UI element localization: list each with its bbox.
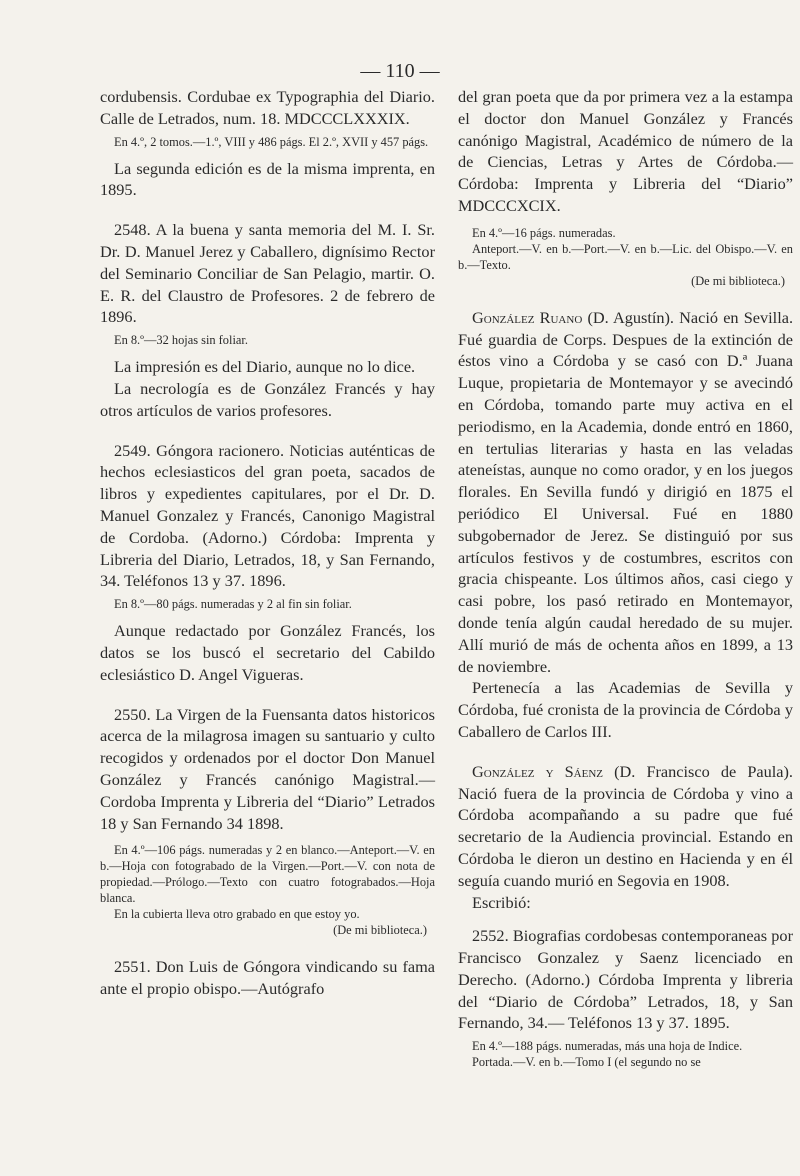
continuation-paragraph: del gran poeta que da por primera vez a la estampa el doctor don Manuel González y Francés canónigo Magistral, Académico de número de la de Ciencias, Letras y Artes de Córdoba.—Córdoba: Imprenta y Libreria del “Diario” MDCCCXCIX. xyxy=(458,87,793,215)
entry-2551 xyxy=(100,956,435,1000)
author-bio: (D. Francisco de Paula). Nació fuera de la provincia de Córdoba y vino a Córdoba acompañando a su padre que fué secretario de la Audiencia provincial. Estando en Córdoba le dieron un destino en Hacienda y en él seguía cuando murió en Segovia en 1908. xyxy=(458,761,793,890)
author-bio: (D. Agustín). Nació en Sevilla. Fué guardia de Corps. Despues de la extinción de éstos vino a Córdoba y se casó con D.ª Juana Luque, propietaria de Montemayor y se avecindó en Córdoba, tomando parte muy activa en el periodismo, en la Academia, donde entró en 1860, en tertulias literarias y hasta en las veladas ateneístas, aunque no como orador, y en los juegos florales. En Sevilla fundó y dirigió en 1875 el periódico El Universal. Fué en 1880 subgobernador de Jerez. Se distinguió por sus artículos festivos y de costumbres, escritos con gracia chispeante. Los últimos años, casi ciego y casi pobre, los pasó retirado en Montemayor, donde tenía algún caudal heredado de su mujer. Allí murió de más de ochenta años en 1899, a 13 de noviembre. xyxy=(458,307,794,676)
bibliographic-note: En 4.º—188 págs. numeradas, más una hoja de Indice. xyxy=(472,1039,743,1054)
bibliographic-note: En 8.º—80 págs. numeradas y 2 al fin sin foliar. xyxy=(114,597,352,612)
entry-2552 xyxy=(458,925,793,1034)
entry-2550 xyxy=(100,704,435,835)
entry-text: Don Luis de Góngora vindicando su fama ante el propio obispo.—Autógrafo xyxy=(100,957,435,999)
author-name: González Ruano xyxy=(472,307,583,327)
paragraph: La impresión es del Diario, aunque no lo dice. xyxy=(114,357,416,377)
source-note: (De mi biblioteca.) xyxy=(333,923,427,938)
right-column xyxy=(458,86,793,1070)
paragraph: La necrología es de González Francés y hay otros artículos de varios profesores. xyxy=(100,378,435,420)
entry-text: A la buena y santa memoria del M. I. Sr. Dr. D. Manuel Jerez y Caballero, dignísimo Rector del Seminario Conciliar de San Pelagio, martir. O. E. R. del Claustro de Profesores. 2 de febrero de 1896. xyxy=(100,220,436,327)
entry-number: 2550. xyxy=(114,704,151,724)
author-entry-gonzalez-ruano xyxy=(458,307,793,678)
entry-number: 2548. xyxy=(114,220,151,240)
author-entry-gonzalez-saenz xyxy=(458,761,793,892)
entry-text: La Virgen de la Fuensanta datos historicos acerca de la milagrosa imagen su santuario y culto recogidos y ordenados por el doctor Don Manuel González y Francés canónigo Magistral.—Cordoba Imprenta y Libreria del “Diario” Letrados 18 y San Fernando 34 1898. xyxy=(100,704,435,833)
entry-number: 2549. xyxy=(114,440,151,460)
paragraph: La segunda edición es de la misma imprenta, en 1895. xyxy=(100,158,435,200)
source-note: (De mi biblioteca.) xyxy=(691,273,785,288)
author-name: González y Sáenz xyxy=(472,761,603,781)
paragraph: Aunque redactado por González Francés, los datos se los buscó el secretario del Cabildo eclesiástico D. Angel Vigueras. xyxy=(100,621,435,684)
paragraph: Escribió: xyxy=(472,892,531,912)
bibliographic-note: En 4.º—106 págs. numeradas y 2 en blanco.—Anteport.—V. en b.—Hoja con fotograbado de la Virgen.—Port.—V. con nota de propiedad.—Prólogo.—Texto con cuatro fotograbados.—Hoja blanca. xyxy=(100,843,435,906)
entry-2549 xyxy=(100,440,435,593)
bibliographic-note: Anteport.—V. en b.—Port.—V. en b.—Lic. del Obispo.—V. en b.—Texto. xyxy=(458,241,793,272)
bibliographic-note: En 4.º—16 págs. numeradas. xyxy=(472,225,616,240)
bibliographic-note: En 4.º, 2 tomos.—1.º, VIII y 486 págs. El 2.º, XVII y 457 págs. xyxy=(114,134,429,149)
bibliographic-note: En 8.º—32 hojas sin foliar. xyxy=(114,333,248,348)
left-column xyxy=(100,86,435,1000)
entry-2548 xyxy=(100,219,435,328)
entry-number: 2551. xyxy=(114,957,151,977)
continuation-paragraph: cordubensis. Cordubae ex Typographia del Diario. Calle de Letrados, num. 18. MDCCCLXXXIX. xyxy=(100,87,435,128)
bibliographic-note: Portada.—V. en b.—Tomo I (el segundo no se xyxy=(472,1055,701,1070)
paragraph: Pertenecía a las Academias de Sevilla y Córdoba, fué cronista de la provincia de Córdoba y Caballero de Carlos III. xyxy=(458,678,793,741)
bibliographic-note: En la cubierta lleva otro grabado en que estoy yo. xyxy=(114,907,360,922)
entry-number: 2552. xyxy=(472,926,509,946)
entry-text: Biografias cordobesas contemporaneas por Francisco Gonzalez y Saenz licenciado en Derecho. (Adorno.) Córdoba Imprenta y libreria del “Diario de Córdoba” Letrados, 18, y San Fernando, 34.— Teléfonos 13 y 37. 1895. xyxy=(458,926,793,1033)
entry-text: Góngora racionero. Noticias auténticas de hechos eclesiasticos del gran poeta, sacados de libros y expedientes capitulares, por el Dr. D. Manuel Gonzalez y Francés, Canonigo Magistral de Cordoba. (Adorno.) Córdoba: Imprenta y Libreria del Diario, Letrados, 18, y San Fernando, 34. Teléfonos 13 y 37. 1896. xyxy=(100,440,435,591)
page-number: — 110 — xyxy=(360,60,440,82)
